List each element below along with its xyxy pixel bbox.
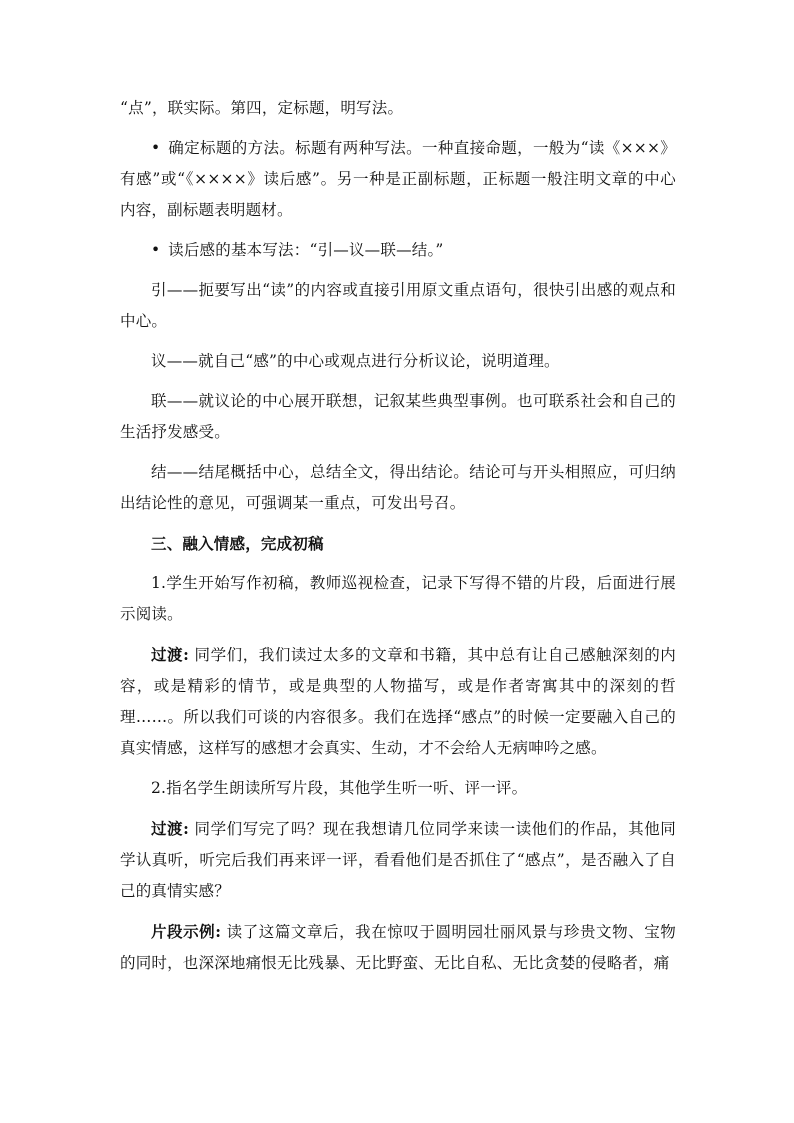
bullet-basic-writing	[120, 235, 676, 266]
paragraph-yin	[120, 275, 676, 337]
paragraph-lian	[120, 386, 676, 448]
paragraph-text: 联——就议论的中心展开联想，记叙某些典型事例。也可联系社会和自己的生活抒发感受。	[120, 392, 676, 441]
paragraph-transition-2	[120, 813, 676, 907]
section-heading	[120, 528, 676, 559]
paragraph-step-2	[120, 773, 676, 804]
paragraph-text: 结——结尾概括中心，总结全文，得出结论。结论可与开头相照应，可归纳出结论性的意见，可强调某一重点，可发出号召。	[120, 463, 676, 512]
paragraph-continuation	[120, 93, 676, 124]
paragraph-text: 1.学生开始写作初稿，教师巡视检查，记录下写得不错的片段，后面进行展示阅读。	[120, 574, 676, 623]
paragraph-transition-1	[120, 639, 676, 764]
paragraph-text: 同学们，我们读过太多的文章和书籍，其中总有让自己感触深刻的内容，或是精彩的情节，或是典型的人物描写，或是作者寄寓其中的深刻的哲理……。所以我们可谈的内容很多。我们在选择“感点”的时候一定要融入自己的真实情感，这样写的感想才会真实、生动，才不会给人无病呻吟之感。	[120, 646, 676, 757]
paragraph-text: “点”，联实际。第四，定标题，明写法。	[120, 99, 404, 117]
lead-label: 片段示例:	[151, 922, 222, 941]
lead-label: 过渡:	[151, 645, 190, 664]
paragraph-yi	[120, 346, 676, 377]
paragraph-text: 读了这篇文章后，我在惊叹于圆明园壮丽风景与珍贵文物、宝物的同时，也深深地痛恨无比残暴、无比野蛮、无比自私、无比贪婪的侵略者，痛	[120, 923, 676, 972]
section-heading-text: 三、融入情感，完成初稿	[151, 534, 324, 553]
paragraph-text: 读后感的基本写法：“引—议—联—结。”	[168, 241, 444, 259]
bullet-icon: •	[151, 241, 161, 259]
bullet-title-methods	[120, 133, 676, 226]
lead-label: 过渡:	[151, 819, 190, 838]
paragraph-jie	[120, 457, 676, 519]
paragraph-example	[120, 916, 676, 979]
document-body	[120, 93, 676, 988]
paragraph-text: 议——就自己“感”的中心或观点进行分析议论，说明道理。	[151, 352, 560, 370]
paragraph-step-1	[120, 568, 676, 630]
paragraph-text: 引——扼要写出“读”的内容或直接引用原文重点语句，很快引出感的观点和中心。	[120, 281, 676, 330]
paragraph-text: 同学们写完了吗？现在我想请几位同学来读一读他们的作品，其他同学认真听，听完后我们再来评一评，看看他们是否抓住了“感点”，是否融入了自己的真情实感？	[120, 820, 676, 900]
bullet-icon: •	[151, 139, 161, 157]
paragraph-text: 2.指名学生朗读所写片段，其他学生听一听、评一评。	[151, 779, 528, 797]
paragraph-text: 确定标题的方法。标题有两种写法。一种直接命题，一般为“读《×××》有感”或“《××××》读后感”。另一种是正副标题，正标题一般注明文章的中心内容，副标题表明题材。	[120, 139, 676, 219]
